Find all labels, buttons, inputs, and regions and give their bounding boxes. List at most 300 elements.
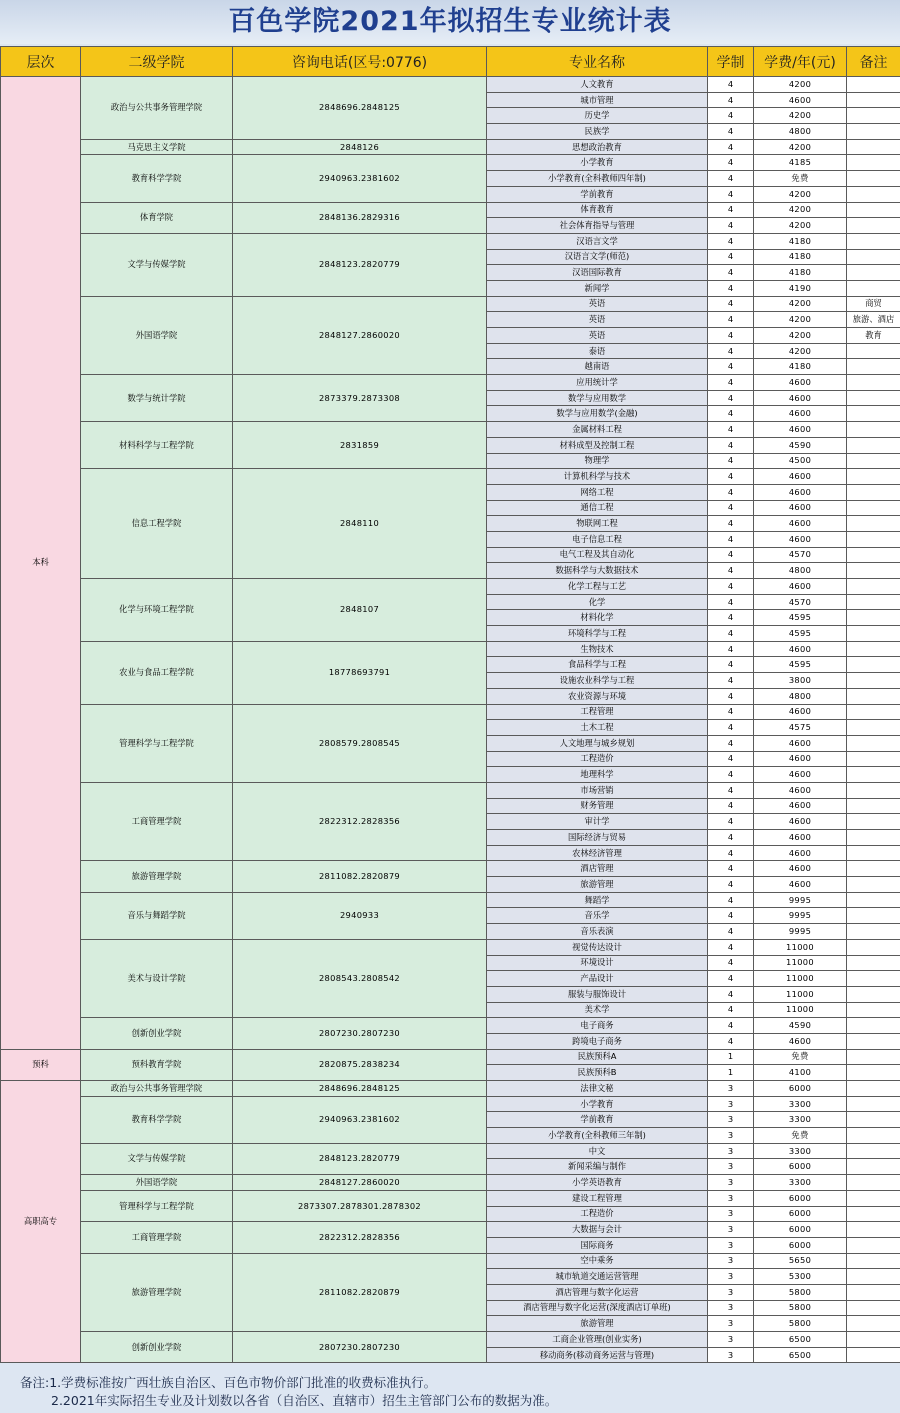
phone-cell: 2848696.2848125 [233,77,487,140]
fee-cell: 4570 [754,547,847,563]
duration-cell: 4 [708,437,754,453]
college-cell: 教育科学学院 [81,1096,233,1143]
major-cell: 工程造价 [487,1206,708,1222]
fee-cell: 6500 [754,1332,847,1348]
major-cell: 跨境电子商务 [487,1033,708,1049]
duration-cell: 4 [708,375,754,391]
college-cell: 信息工程学院 [81,469,233,579]
major-cell: 化学工程与工艺 [487,579,708,595]
duration-cell: 3 [708,1316,754,1332]
fee-cell: 6500 [754,1347,847,1363]
footnote-2: 2.2021年实际招生专业及计划数以各省（自治区、直辖市）招生主管部门公布的数据为准。 [51,1393,558,1408]
note-cell [847,1096,900,1112]
note-cell [847,375,900,391]
major-cell: 计算机科学与技术 [487,469,708,485]
college-cell: 创新创业学院 [81,1018,233,1049]
note-cell [847,155,900,171]
fee-cell: 3300 [754,1096,847,1112]
duration-cell: 4 [708,547,754,563]
duration-cell: 4 [708,767,754,783]
fee-cell: 4575 [754,720,847,736]
duration-cell: 4 [708,861,754,877]
note-cell [847,202,900,218]
duration-cell: 4 [708,155,754,171]
fee-cell: 4600 [754,735,847,751]
major-cell: 建设工程管理 [487,1190,708,1206]
fee-cell: 11000 [754,971,847,987]
table-row [1,155,900,171]
table-row [1,233,900,249]
fee-cell: 4200 [754,218,847,234]
duration-cell: 4 [708,720,754,736]
college-cell: 旅游管理学院 [81,1253,233,1331]
fee-cell: 3300 [754,1143,847,1159]
duration-cell: 3 [708,1332,754,1348]
major-cell: 酒店管理与数字化运营 [487,1284,708,1300]
major-cell: 数据科学与大数据技术 [487,563,708,579]
major-cell: 土木工程 [487,720,708,736]
duration-cell: 4 [708,500,754,516]
note-cell [847,1237,900,1253]
note-cell [847,422,900,438]
table-row [1,1018,900,1034]
header-major: 专业名称 [487,47,708,77]
fee-cell: 4500 [754,453,847,469]
duration-cell: 4 [708,390,754,406]
major-cell: 农业资源与环境 [487,688,708,704]
major-cell: 小学教育 [487,1096,708,1112]
table-row [1,704,900,720]
note-cell [847,877,900,893]
note-cell [847,563,900,579]
college-cell: 材料科学与工程学院 [81,422,233,469]
major-cell: 国际商务 [487,1237,708,1253]
major-cell: 汉语言文学(师范) [487,249,708,265]
table-row [1,139,900,155]
major-cell: 小学教育 [487,155,708,171]
table-row [1,1143,900,1159]
fee-cell: 4590 [754,437,847,453]
table-row [1,1049,900,1065]
duration-cell: 3 [708,1269,754,1285]
duration-cell: 4 [708,814,754,830]
fee-cell: 4595 [754,657,847,673]
duration-cell: 4 [708,673,754,689]
major-cell: 音乐学 [487,908,708,924]
major-cell: 民族学 [487,124,708,140]
fee-cell: 4600 [754,500,847,516]
duration-cell: 3 [708,1222,754,1238]
duration-cell: 3 [708,1300,754,1316]
fee-cell: 4600 [754,1033,847,1049]
fee-cell: 5800 [754,1316,847,1332]
duration-cell: 4 [708,202,754,218]
major-cell: 旅游管理 [487,877,708,893]
major-cell: 人文教育 [487,77,708,93]
major-cell: 农林经济管理 [487,845,708,861]
table-row [1,1332,900,1348]
fee-cell: 4600 [754,390,847,406]
major-cell: 食品科学与工程 [487,657,708,673]
note-cell [847,359,900,375]
fee-cell: 4600 [754,830,847,846]
major-cell: 地理科学 [487,767,708,783]
note-cell [847,1222,900,1238]
phone-cell: 2873307.2878301.2878302 [233,1190,487,1221]
major-cell: 视觉传达设计 [487,939,708,955]
note-cell [847,1269,900,1285]
fee-cell: 5800 [754,1284,847,1300]
fee-cell: 4600 [754,861,847,877]
duration-cell: 4 [708,280,754,296]
fee-cell: 4800 [754,563,847,579]
major-cell: 物联网工程 [487,516,708,532]
phone-cell: 2940933 [233,892,487,939]
note-cell [847,782,900,798]
fee-cell: 5650 [754,1253,847,1269]
note-cell [847,814,900,830]
major-cell: 财务管理 [487,798,708,814]
major-cell: 数学与应用数学(金融) [487,406,708,422]
note-cell [847,1347,900,1363]
duration-cell: 4 [708,986,754,1002]
fee-cell: 4595 [754,626,847,642]
phone-cell: 2822312.2828356 [233,782,487,860]
fee-cell: 4200 [754,343,847,359]
major-cell: 材料成型及控制工程 [487,437,708,453]
duration-cell: 4 [708,312,754,328]
duration-cell: 4 [708,296,754,312]
duration-cell: 4 [708,798,754,814]
fee-cell: 11000 [754,986,847,1002]
major-cell: 工程造价 [487,751,708,767]
duration-cell: 4 [708,939,754,955]
table-row [1,939,900,955]
college-cell: 管理科学与工程学院 [81,704,233,782]
phone-cell: 2807230.2807230 [233,1018,487,1049]
major-cell: 审计学 [487,814,708,830]
fee-cell: 4600 [754,92,847,108]
duration-cell: 3 [708,1190,754,1206]
fee-cell: 4600 [754,845,847,861]
note-cell [847,437,900,453]
major-cell: 化学 [487,594,708,610]
note-cell [847,594,900,610]
duration-cell: 4 [708,563,754,579]
fee-cell: 4200 [754,77,847,93]
duration-cell: 3 [708,1081,754,1097]
fee-cell: 4600 [754,814,847,830]
note-cell [847,1284,900,1300]
major-cell: 酒店管理 [487,861,708,877]
duration-cell: 4 [708,343,754,359]
fee-cell: 3300 [754,1112,847,1128]
duration-cell: 4 [708,751,754,767]
duration-cell: 4 [708,516,754,532]
major-cell: 环境科学与工程 [487,626,708,642]
fee-cell: 4595 [754,610,847,626]
note-cell [847,657,900,673]
fee-cell: 6000 [754,1222,847,1238]
duration-cell: 4 [708,171,754,187]
college-cell: 政治与公共事务管理学院 [81,1081,233,1097]
duration-cell: 3 [708,1237,754,1253]
duration-cell: 3 [708,1128,754,1144]
fee-cell: 3300 [754,1175,847,1191]
note-cell [847,579,900,595]
note-cell: 教育 [847,328,900,344]
note-cell [847,924,900,940]
duration-cell: 4 [708,735,754,751]
major-cell: 服装与服饰设计 [487,986,708,1002]
fee-cell: 6000 [754,1206,847,1222]
phone-cell: 2822312.2828356 [233,1222,487,1253]
header-fee: 学费/年(元) [754,47,847,77]
note-cell [847,1206,900,1222]
major-cell: 电子商务 [487,1018,708,1034]
phone-cell: 2848696.2848125 [233,1081,487,1097]
college-cell: 工商管理学院 [81,1222,233,1253]
major-cell: 舞蹈学 [487,892,708,908]
phone-cell: 2940963.2381602 [233,155,487,202]
note-cell [847,108,900,124]
fee-cell: 4200 [754,202,847,218]
note-cell [847,124,900,140]
major-cell: 音乐表演 [487,924,708,940]
fee-cell: 免费 [754,171,847,187]
phone-cell: 2848107 [233,579,487,642]
fee-cell: 11000 [754,955,847,971]
page-title: 百色学院2021年拟招生专业统计表 [228,6,672,37]
duration-cell: 4 [708,892,754,908]
phone-cell: 2808579.2808545 [233,704,487,782]
note-cell [847,892,900,908]
college-cell: 教育科学学院 [81,155,233,202]
fee-cell: 4185 [754,155,847,171]
table-row [1,469,900,485]
duration-cell: 4 [708,845,754,861]
note-cell [847,971,900,987]
college-cell: 工商管理学院 [81,782,233,860]
note-cell [847,735,900,751]
fee-cell: 4200 [754,186,847,202]
college-cell: 文学与传媒学院 [81,233,233,296]
phone-cell: 2848127.2860020 [233,1175,487,1191]
duration-cell: 4 [708,657,754,673]
major-cell: 网络工程 [487,484,708,500]
duration-cell: 1 [708,1065,754,1081]
header-note: 备注 [847,47,900,77]
table-header-row [1,47,900,77]
duration-cell: 4 [708,265,754,281]
table-row [1,202,900,218]
note-cell [847,641,900,657]
note-cell [847,1065,900,1081]
major-cell: 市场营销 [487,782,708,798]
duration-cell: 4 [708,218,754,234]
duration-cell: 4 [708,704,754,720]
footnote-1: 备注:1.学费标准按广西壮族自治区、百色市物价部门批准的收费标准执行。 [20,1375,437,1390]
fee-cell: 4600 [754,641,847,657]
fee-cell: 4600 [754,782,847,798]
note-cell [847,704,900,720]
duration-cell: 3 [708,1175,754,1191]
major-cell: 英语 [487,328,708,344]
major-cell: 小学教育(全科教师四年制) [487,171,708,187]
header-level: 层次 [1,47,81,77]
major-cell: 空中乘务 [487,1253,708,1269]
note-cell [847,1018,900,1034]
college-cell: 农业与食品工程学院 [81,641,233,704]
major-cell: 酒店管理与数字化运营(深度酒店订单班) [487,1300,708,1316]
duration-cell: 4 [708,92,754,108]
duration-cell: 4 [708,406,754,422]
college-cell: 旅游管理学院 [81,861,233,892]
major-cell: 数学与应用数学 [487,390,708,406]
duration-cell: 3 [708,1143,754,1159]
note-cell [847,1002,900,1018]
note-cell [847,1332,900,1348]
note-cell [847,390,900,406]
note-cell [847,1159,900,1175]
fee-cell: 4600 [754,751,847,767]
major-cell: 新闻学 [487,280,708,296]
duration-cell: 4 [708,484,754,500]
note-cell [847,626,900,642]
fee-cell: 9995 [754,908,847,924]
phone-cell: 2807230.2807230 [233,1332,487,1363]
note-cell [847,1112,900,1128]
major-cell: 民族预科A [487,1049,708,1065]
duration-cell: 4 [708,359,754,375]
major-cell: 法律文秘 [487,1081,708,1097]
note-cell [847,265,900,281]
table-row [1,782,900,798]
note-cell [847,1081,900,1097]
fee-cell: 5300 [754,1269,847,1285]
phone-cell: 2848127.2860020 [233,296,487,374]
fee-cell: 4600 [754,484,847,500]
fee-cell: 9995 [754,924,847,940]
phone-cell: 2831859 [233,422,487,469]
major-cell: 材料化学 [487,610,708,626]
duration-cell: 3 [708,1253,754,1269]
phone-cell: 2848126 [233,139,487,155]
major-cell: 社会体育指导与管理 [487,218,708,234]
header-college: 二级学院 [81,47,233,77]
duration-cell: 4 [708,124,754,140]
fee-cell: 4600 [754,406,847,422]
table-row [1,641,900,657]
table-row [1,296,900,312]
note-cell [847,547,900,563]
table-row [1,77,900,93]
fee-cell: 4200 [754,312,847,328]
major-cell: 思想政治教育 [487,139,708,155]
college-cell: 预科教育学院 [81,1049,233,1080]
major-cell: 旅游管理 [487,1316,708,1332]
major-cell: 电气工程及其自动化 [487,547,708,563]
phone-cell: 2848123.2820779 [233,233,487,296]
table-row [1,1096,900,1112]
major-cell: 电子信息工程 [487,531,708,547]
fee-cell: 4600 [754,579,847,595]
table-row [1,422,900,438]
fee-cell: 6000 [754,1159,847,1175]
note-cell [847,720,900,736]
note-cell [847,343,900,359]
fee-cell: 4600 [754,767,847,783]
phone-cell: 2873379.2873308 [233,375,487,422]
table-row [1,1175,900,1191]
note-cell [847,610,900,626]
note-cell [847,186,900,202]
major-cell: 大数据与会计 [487,1222,708,1238]
fee-cell: 5800 [754,1300,847,1316]
duration-cell: 4 [708,688,754,704]
duration-cell: 4 [708,971,754,987]
duration-cell: 3 [708,1284,754,1300]
college-cell: 美术与设计学院 [81,939,233,1017]
fee-cell: 4800 [754,124,847,140]
major-cell: 应用统计学 [487,375,708,391]
note-cell [847,1143,900,1159]
major-cell: 设施农业科学与工程 [487,673,708,689]
major-cell: 通信工程 [487,500,708,516]
note-cell [847,249,900,265]
fee-cell: 4600 [754,704,847,720]
enrollment-table [0,46,900,1363]
fee-cell: 4180 [754,249,847,265]
college-cell: 管理科学与工程学院 [81,1190,233,1221]
fee-cell: 4600 [754,531,847,547]
major-cell: 越南语 [487,359,708,375]
major-cell: 英语 [487,296,708,312]
duration-cell: 4 [708,1018,754,1034]
duration-cell: 4 [708,877,754,893]
fee-cell: 4200 [754,296,847,312]
table-row [1,861,900,877]
note-cell [847,171,900,187]
phone-cell: 2848136.2829316 [233,202,487,233]
note-cell [847,1033,900,1049]
fee-cell: 4590 [754,1018,847,1034]
note-cell [847,500,900,516]
fee-cell: 4600 [754,375,847,391]
duration-cell: 4 [708,328,754,344]
major-cell: 金属材料工程 [487,422,708,438]
fee-cell: 4600 [754,516,847,532]
major-cell: 美术学 [487,1002,708,1018]
note-cell [847,1190,900,1206]
phone-cell: 2811082.2820879 [233,1253,487,1331]
table-row [1,892,900,908]
note-cell [847,139,900,155]
note-cell [847,233,900,249]
duration-cell: 3 [708,1096,754,1112]
fee-cell: 4200 [754,328,847,344]
duration-cell: 4 [708,641,754,657]
college-cell: 创新创业学院 [81,1332,233,1363]
duration-cell: 4 [708,594,754,610]
table-body [1,77,900,1363]
phone-cell: 2848110 [233,469,487,579]
level-cell: 高职高专 [1,1081,81,1363]
fee-cell: 6000 [754,1190,847,1206]
phone-cell: 2808543.2808542 [233,939,487,1017]
college-cell: 外国语学院 [81,296,233,374]
duration-cell: 4 [708,908,754,924]
